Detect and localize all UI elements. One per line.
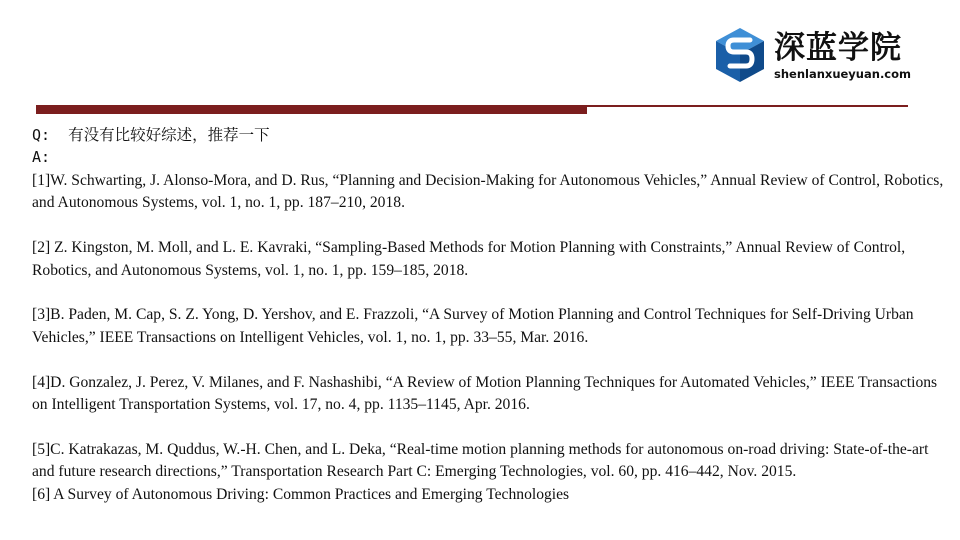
header-rule-thick — [36, 105, 587, 114]
reference-item: [5]C. Katrakazas, M. Quddus, W.-H. Chen, and L. Deka, “Real-time motion planning methods for autonomous on-road driving: State-of-the-art and future research directions,” Transportation Research Part C: Emerging Technologies, vol. 60, pp. 416–442, Nov. 2015. — [32, 440, 929, 481]
logo-s-cube-icon — [712, 26, 768, 86]
answer-line — [32, 146, 947, 168]
reference-list — [32, 170, 947, 506]
question-text: 有没有比较好综述，推荐一下 — [68, 126, 270, 144]
logo-domain: shenlanxueyuan.com — [774, 67, 912, 81]
question-label: Q: — [32, 126, 51, 144]
slide-content — [32, 124, 947, 506]
reference-item: [3]B. Paden, M. Cap, S. Z. Yong, D. Yershov, and E. Frazzoli, “A Survey of Motion Planning and Control Techniques for Self-Driving Urban Vehicles,” IEEE Transactions on Intelligent Vehicles, vol. 1, no. 1, pp. 33–55, Mar. 2016. — [32, 306, 914, 346]
logo — [712, 26, 922, 90]
reference-item: [4]D. Gonzalez, J. Perez, V. Milanes, and F. Nashashibi, “A Review of Motion Planning Techniques for Automated Vehicles,” IEEE Transactions on Intelligent Transportation Systems, vol. 17, no. 4, pp. 1135–1145, Apr. 2016. — [32, 373, 938, 414]
reference-item: [6] A Survey of Autonomous Driving: Common Practices and Emerging Technologies — [32, 485, 570, 503]
reference-item: [1]W. Schwarting, J. Alonso-Mora, and D. Rus, “Planning and Decision-Making for Autonomous Vehicles,” Annual Review of Control, Robotics, and Autonomous Systems, vol. 1, no. 1, pp. 187–210, 2018. — [32, 172, 944, 212]
answer-label: A: — [32, 148, 51, 166]
logo-name-cn: 深蓝学院 — [774, 30, 902, 66]
reference-item: [2] Z. Kingston, M. Moll, and L. E. Kavraki, “Sampling-Based Methods for Motion Planning with Constraints,” Annual Review of Control, Robotics, and Autonomous Systems, vol. 1, no. 1, pp. 159–185, 2018. — [32, 239, 906, 279]
question-line — [32, 124, 947, 146]
header-rule-thin — [587, 105, 908, 107]
